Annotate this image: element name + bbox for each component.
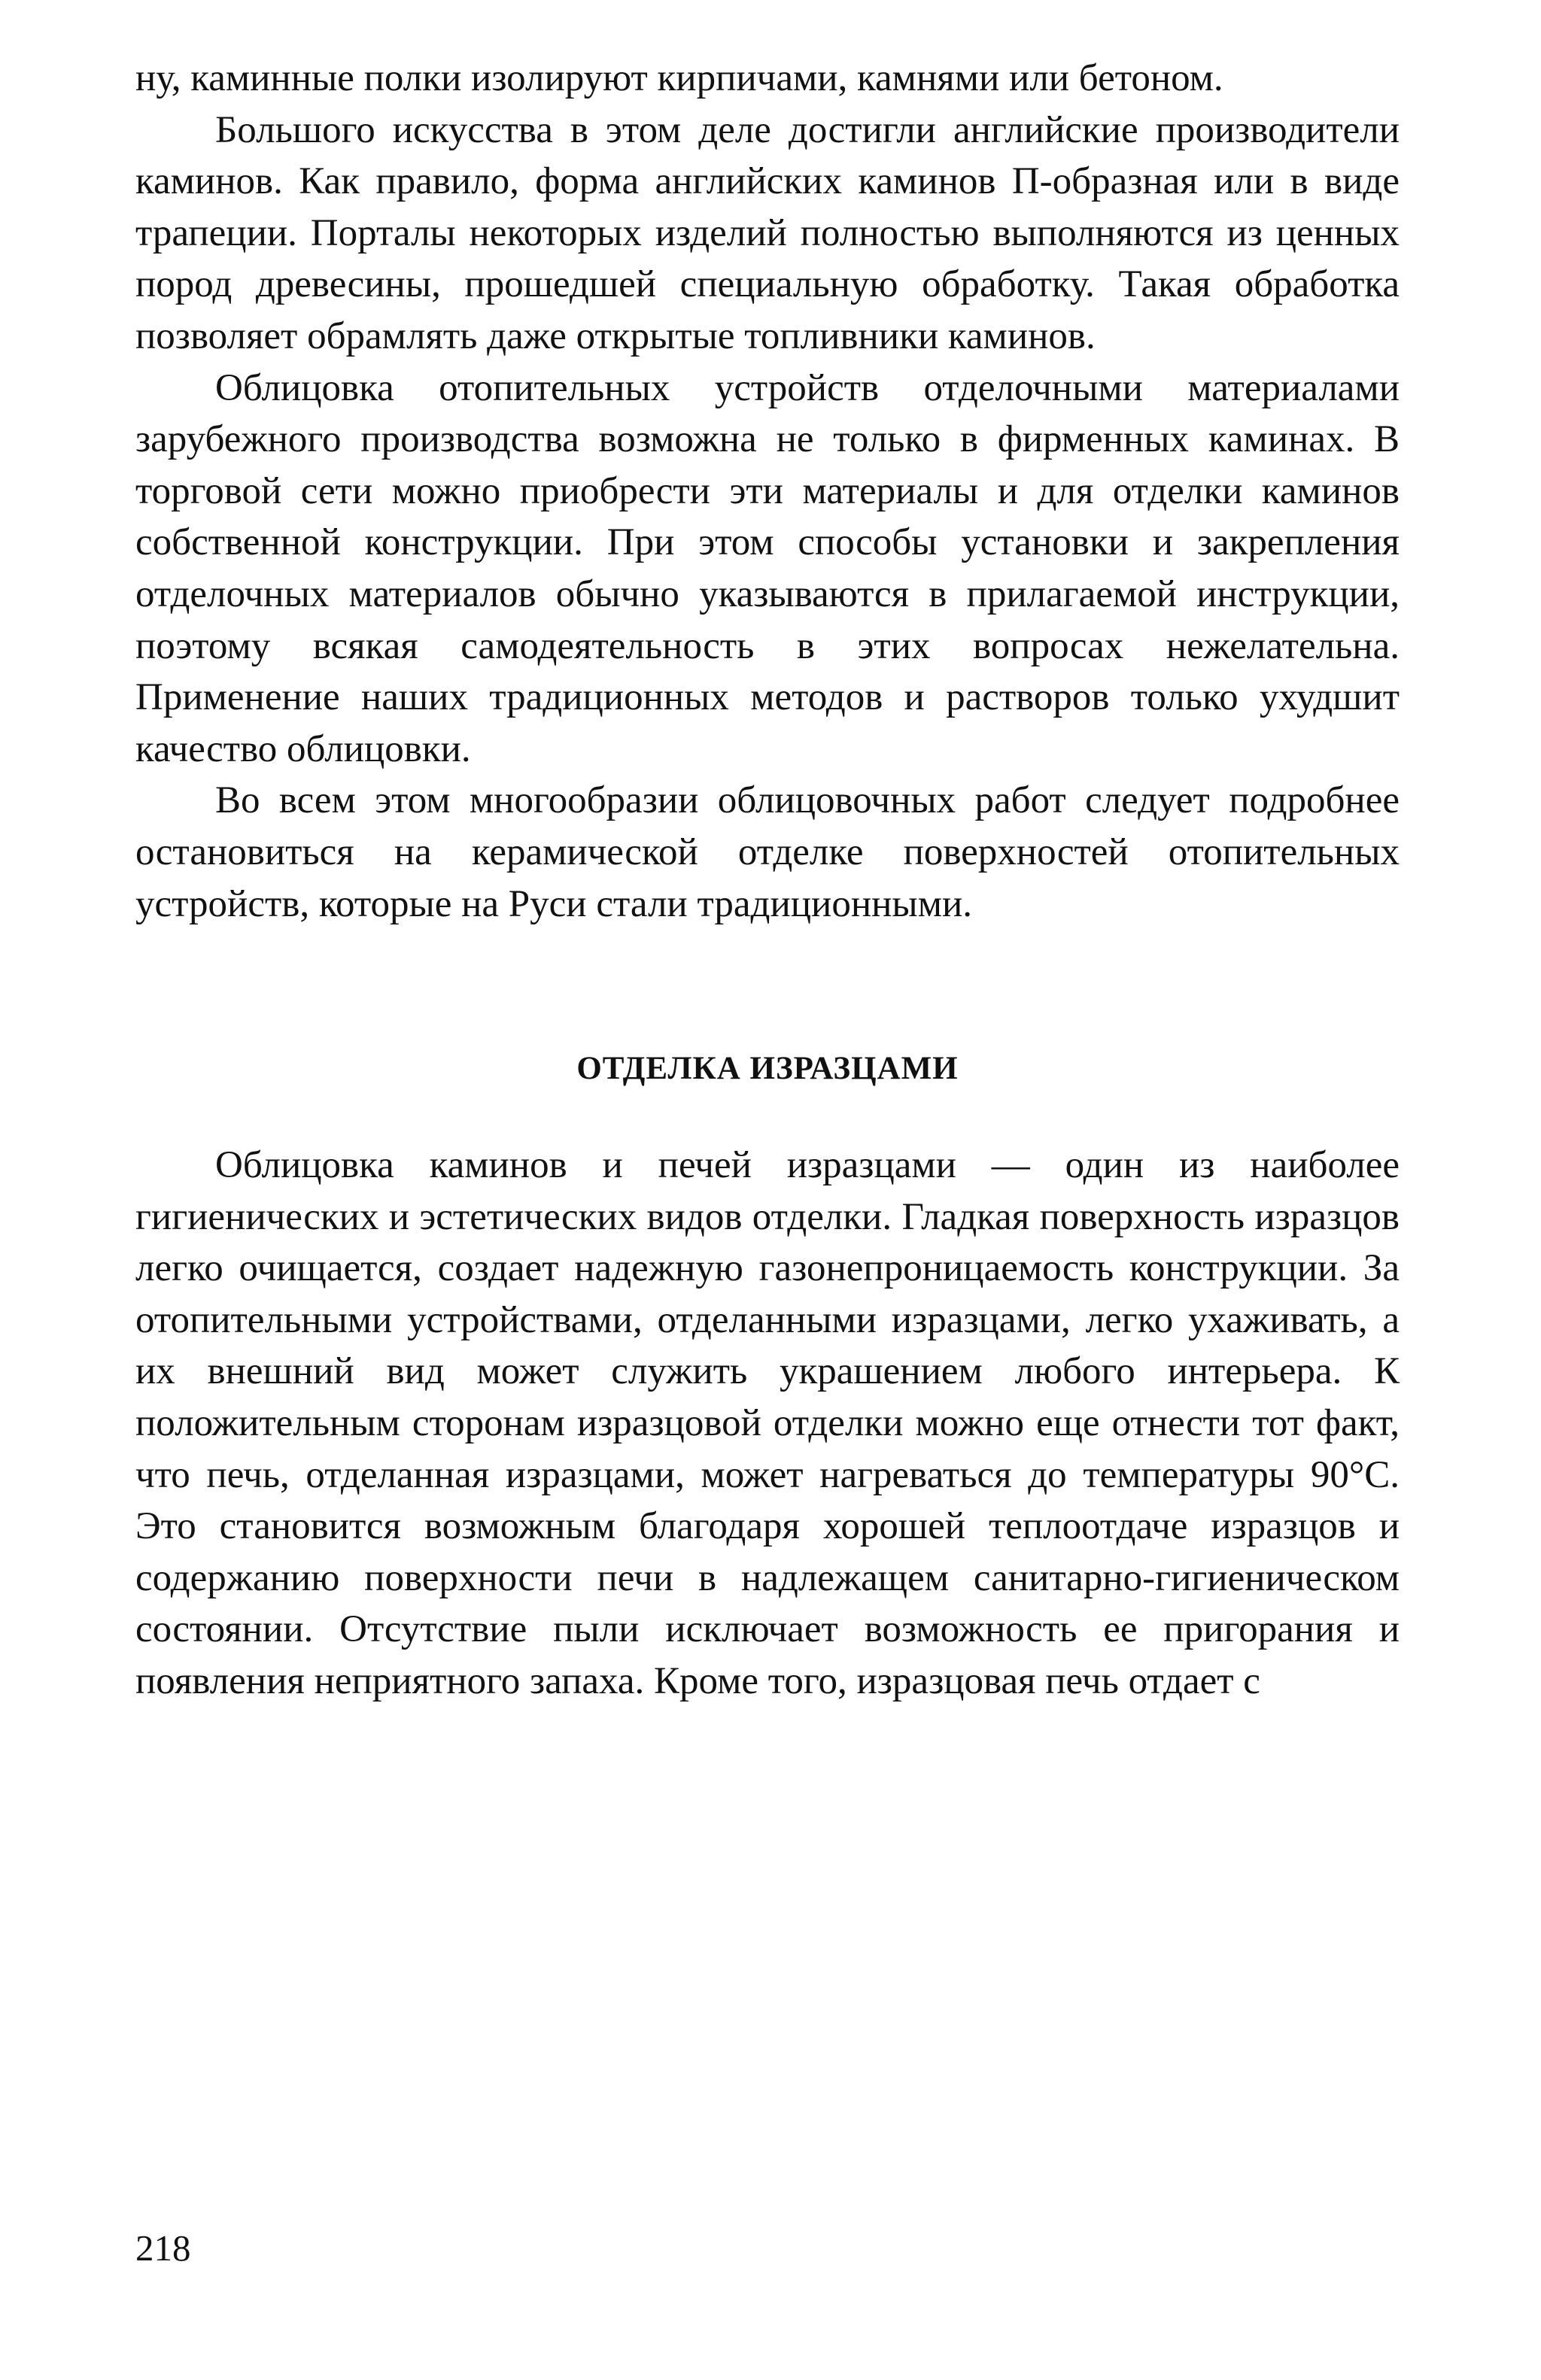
paragraph-continuation: ну, каминные полки изолируют кирпичами, камнями или бетоном.: [135, 57, 1223, 99]
paragraph-tile-finishing: Облицовка каминов и печей изразцами — один из наиболее гигиенических и эстетических видов отделки. Гладкая поверхность изразцов легко очищается, создает надежную газонепроницаемость конструкции. За отопительными устройствами, отделанными изразцами, легко ухаживать, а их внешний вид может служить украшением любого интерьера. К положительным сторонам изразцовой отделки можно еще отнести тот факт, что печь, отделанная изразцами, может нагреваться до температуры 90°С. Это становится возможным благодаря хорошей теплоотдаче изразцов и содержанию поверхности печи в надлежащем санитарно-гигиеническом состоянии. Отсутствие пыли исключает возможность ее пригорания и появления неприятного запаха. Кроме того, изразцовая печь отдает с: [135, 1144, 1400, 1703]
book-page: [135, 53, 1400, 1708]
paragraph-english-fireplaces: Большого искусства в этом деле достигли английские производители каминов. Как правило, форма английских каминов П-образная или в виде трапеции. Порталы некоторых изделий полностью выполняются из ценных пород древесины, прошедшей специальную обработку. Такая обработка позволяет обрамлять даже открытые топливники каминов.: [135, 108, 1400, 357]
page-number: 218: [135, 2227, 191, 2269]
paragraph-foreign-materials: Облицовка отопительных устройств отделочными материалами зарубежного производства возможна не только в фирменных каминах. В торговой сети можно приобрести эти материалы и для отделки каминов собственной конструкции. При этом способы установки и закрепления отделочных материалов обычно указываются в прилагаемой инструкции, поэтому всякая самодеятельность в этих вопросах нежелательна. Применение наших традиционных методов и растворов только ухудшит качество облицовки.: [135, 366, 1400, 770]
paragraph-ceramic-intro: Во всем этом многообразии облицовочных работ следует подробнее остановиться на керамической отделке поверхностей отопительных устройств, которые на Руси стали традиционными.: [135, 779, 1400, 925]
section-heading: ОТДЕЛКА ИЗРАЗЦАМИ: [576, 1051, 959, 1087]
